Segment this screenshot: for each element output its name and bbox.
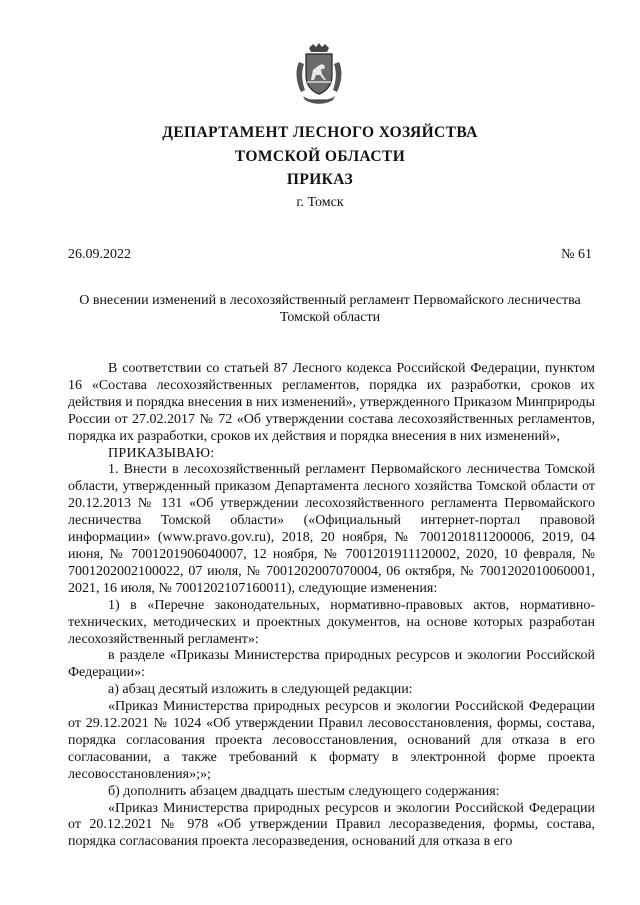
- paragraph-preamble: В соответствии со статьей 87 Лесного кодекса Российской Федерации, пунктом 16 «Состава лесохозяйственных регламентов, порядка их разработки, сроков их действия и порядка внесения в них изменений», утвержденного Приказом Минприроды России от 27.02.2017 № 72 «Об утверждении состава лесохозяйственных регламентов, порядка их разработки, сроков их действия и порядка внесения в них изменений»,: [68, 361, 595, 444]
- department-name-line2: ТОМСКОЙ ОБЛАСТИ: [234, 148, 406, 165]
- paragraph-item-1: 1. Внести в лесохозяйственный регламент Первомайского лесничества Томской области, утвержденный приказом Департамента лесного хозяйства Томской области от 20.12.2013 № 131 «Об утверждении лесохозяйственного регламента Первомайского лесничества Томской области» («Официальный интернет-портал правовой информации» (www.pravo.gov.ru), 2018, 20 ноября, № 7001201811200006, 2019, 04 июня, № 7001201906040007, 12 ноября, № 7001201911120002, 2020, 10 февраля, № 7001202002100022, 07 июля, № 7001202007070004, 06 октября, № 7001202010060001, 2021, 16 июля, № 7001202107160011), следующие изменения:: [68, 462, 595, 596]
- document-number: № 61: [561, 247, 592, 262]
- department-name-line1: ДЕПАРТАМЕНТ ЛЕСНОГО ХОЗЯЙСТВА: [162, 124, 478, 141]
- document-date: 26.09.2022: [68, 247, 131, 262]
- paragraph-section: в разделе «Приказы Министерства природных ресурсов и экологии Российской Федерации»:: [68, 648, 595, 681]
- paragraph-quote-2: «Приказ Министерства природных ресурсов и экологии Российской Федерации от 20.12.2021 № 978 «Об утверждении Правил лесоразведения, формы, состава, порядка согласования проекта лесоразведения, оснований для отказа в его: [68, 800, 595, 850]
- document-city: г. Томск: [296, 195, 344, 210]
- document-type: ПРИКАЗ: [286, 171, 354, 188]
- paragraph-order-word: ПРИКАЗЫВАЮ:: [108, 445, 215, 461]
- paragraph-subitem-1: 1) в «Перечне законодательных, нормативно-правовых актов, нормативно-технических, методических и проектных документов, на основе которых разработан лесохозяйственный регламент»:: [68, 597, 595, 647]
- coat-of-arms-icon: [291, 42, 347, 108]
- paragraph-quote-1: «Приказ Министерства природных ресурсов и экологии Российской Федерации от 29.12.2021 № 1024 «Об утверждении Правил лесовосстановления, формы, состава, порядка согласования проекта лесовосстановления, оснований для отказа в его согласовании, а также требований к формату в электронной форме проекта лесовосстановления»;»;: [68, 699, 595, 782]
- paragraph-a: а) абзац десятый изложить в следующей редакции:: [108, 682, 413, 698]
- document-body: [68, 361, 595, 851]
- document-subject: О внесении изменений в лесохозяйственный регламент Первомайского лесничества Томской области: [79, 293, 581, 325]
- paragraph-b: б) дополнить абзацем двадцать шестым следующего содержания:: [108, 783, 500, 799]
